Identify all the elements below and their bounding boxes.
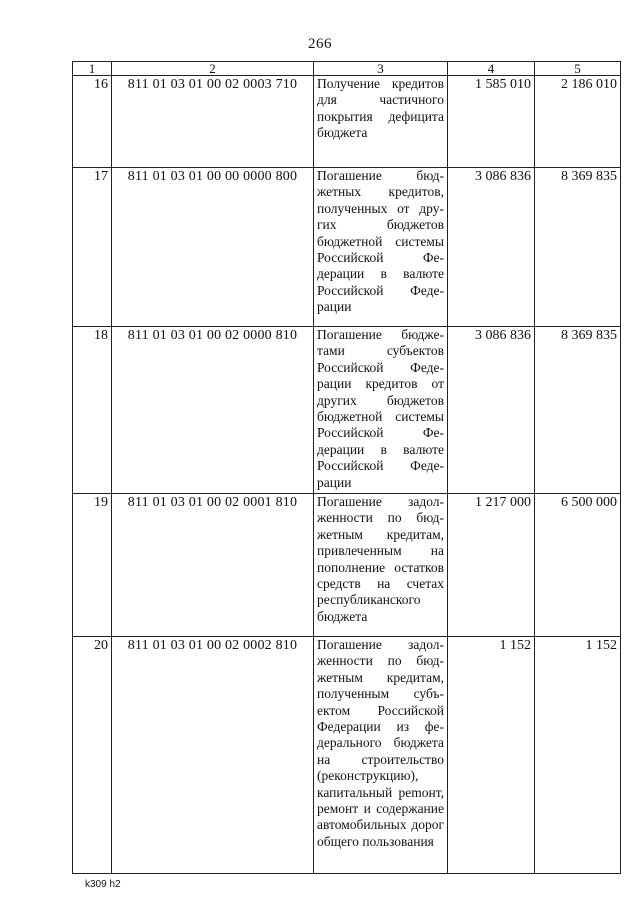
table-row bbox=[73, 637, 621, 874]
row-number: 18 bbox=[73, 327, 112, 494]
table-row bbox=[73, 327, 621, 494]
amount-col5: 8 369 835 bbox=[535, 327, 621, 494]
footer-code: k309 h2 bbox=[85, 879, 121, 890]
column-header-3: 3 bbox=[314, 62, 448, 76]
table-row bbox=[73, 76, 621, 168]
column-header-1: 1 bbox=[73, 62, 112, 76]
row-number: 20 bbox=[73, 637, 112, 874]
amount-col5: 1 152 bbox=[535, 637, 621, 874]
amount-col4: 1 217 000 bbox=[448, 494, 535, 637]
column-header-2: 2 bbox=[112, 62, 314, 76]
row-number: 19 bbox=[73, 494, 112, 637]
budget-code: 811 01 03 01 00 02 0003 710 bbox=[112, 76, 314, 168]
amount-col5: 6 500 000 bbox=[535, 494, 621, 637]
amount-col4: 3 086 836 bbox=[448, 327, 535, 494]
amount-col4: 3 086 836 bbox=[448, 168, 535, 327]
row-description: Погашение бюджетами субъектов Российской Федерации кредитов от других бюджетов бюджетной системы Российской Федерации в валюте Российской Федерации bbox=[314, 327, 448, 494]
budget-code: 811 01 03 01 00 02 0001 810 bbox=[112, 494, 314, 637]
table-row bbox=[73, 494, 621, 637]
budget-table bbox=[72, 61, 621, 874]
row-description: Погашение задолженности по бюджетным кредитам, привлеченным на пополнение остатков средств на счетах республиканского бюджета bbox=[314, 494, 448, 637]
budget-code: 811 01 03 01 00 02 0000 810 bbox=[112, 327, 314, 494]
row-number: 17 bbox=[73, 168, 112, 327]
column-header-5: 5 bbox=[535, 62, 621, 76]
table-row bbox=[73, 168, 621, 327]
page-number: 266 bbox=[308, 36, 332, 52]
row-description: Погашение бюджетных кредитов, полученных от других бюджетов бюджетной системы Российской Федерации в валюте Российской Федерации bbox=[314, 168, 448, 327]
amount-col5: 8 369 835 bbox=[535, 168, 621, 327]
row-description: Получение кредитов для частичного покрытия дефицита бюджета bbox=[314, 76, 448, 168]
amount-col4: 1 152 bbox=[448, 637, 535, 874]
budget-code: 811 01 03 01 00 02 0002 810 bbox=[112, 637, 314, 874]
column-header-4: 4 bbox=[448, 62, 535, 76]
row-number: 16 bbox=[73, 76, 112, 168]
budget-code: 811 01 03 01 00 00 0000 800 bbox=[112, 168, 314, 327]
amount-col5: 2 186 010 bbox=[535, 76, 621, 168]
row-description: Погашение задолженности по бюджетным кредитам, полученным субъектом Российской Федерации из федерального бюджета на строительство (реконструкцию), капитальный реmонт, ремонт и содержание автомобильных дорог общего пользования bbox=[314, 637, 448, 874]
table-header-row bbox=[73, 62, 621, 76]
amount-col4: 1 585 010 bbox=[448, 76, 535, 168]
